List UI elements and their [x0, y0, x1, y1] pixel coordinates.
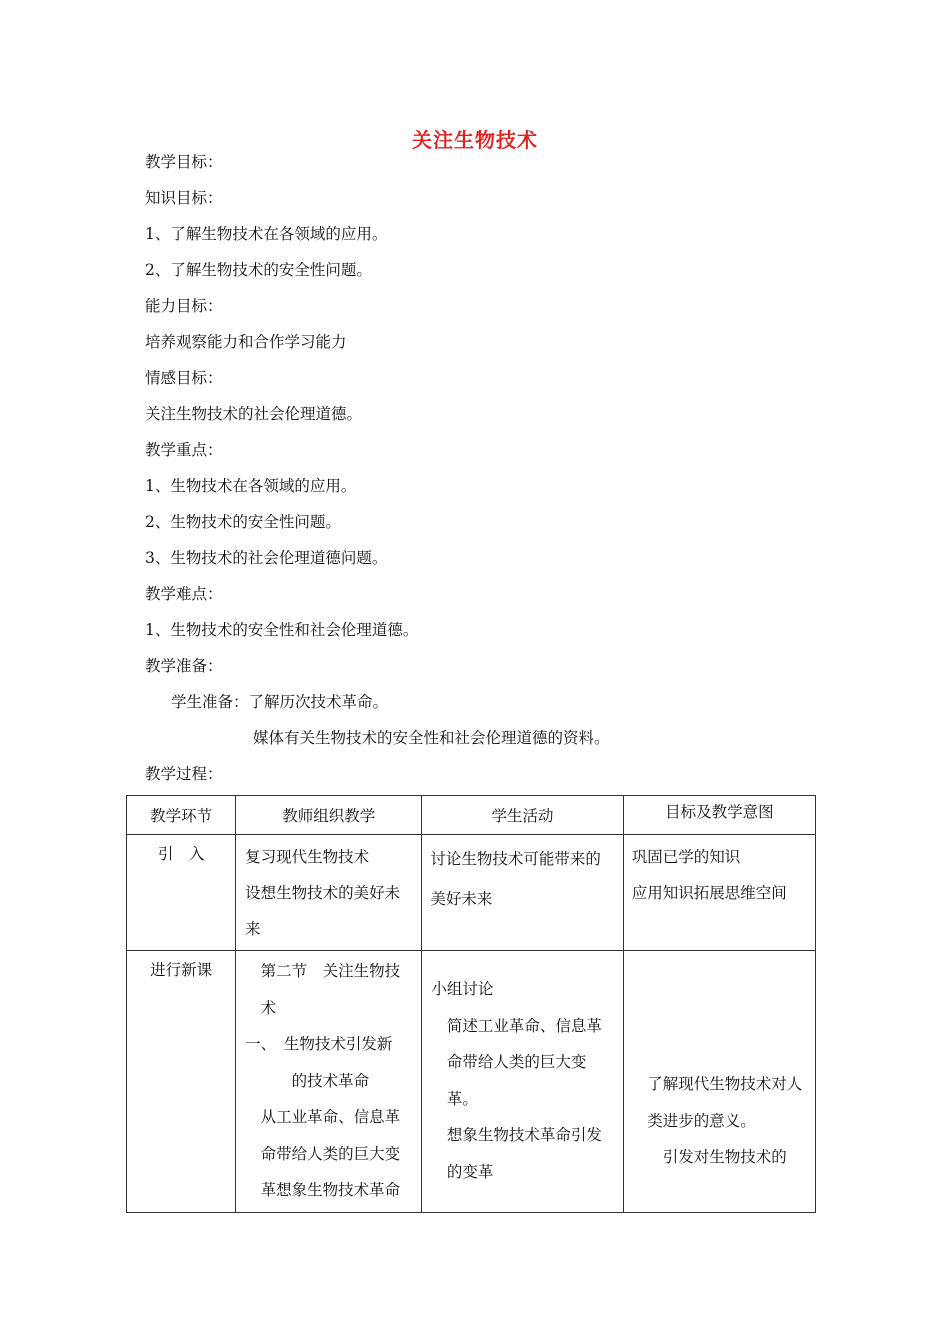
row2-teacher: 第二节 关注生物技术 一、 生物技术引发新 的技术革命 从工业革命、信息革命带给人类的巨大变革想象生物技术革命 — [236, 951, 422, 1213]
table-row — [127, 835, 816, 951]
knowledge-goals-heading: 知识目标： — [145, 189, 223, 207]
row2-student: 小组讨论 简述工业革命、信息革命带给人类的巨大变革。 想象生物技术革命引发的变革 — [422, 951, 623, 1213]
header-stage: 教学环节 — [127, 796, 236, 835]
emotion-goal: 关注生物技术的社会伦理道德。 — [145, 405, 363, 423]
row1-teacher: 复习现代生物技术 设想生物技术的美好未来 — [236, 835, 422, 951]
teaching-process-heading: 教学过程： — [145, 765, 223, 783]
table-header-row — [127, 796, 816, 835]
media-preparation: 媒体有关生物技术的安全性和社会伦理道德的资料。 — [253, 729, 610, 747]
header-student: 学生活动 — [422, 796, 623, 835]
knowledge-goal-2: 2、了解生物技术的安全性问题。 — [145, 261, 372, 279]
key-points-heading: 教学重点： — [145, 441, 223, 459]
preparation-heading: 教学准备： — [145, 657, 223, 675]
document-title: 关注生物技术 — [412, 128, 538, 152]
row1-student: 讨论生物技术可能带来的美好未来 — [422, 835, 623, 951]
lesson-plan-table — [126, 795, 816, 1213]
student-preparation: 学生准备：了解历次技术革命。 — [171, 693, 389, 711]
teaching-goals-heading: 教学目标： — [145, 153, 223, 171]
row1-stage: 引 入 — [127, 835, 236, 951]
key-point-1: 1、生物技术在各领域的应用。 — [145, 477, 357, 495]
table-row — [127, 951, 816, 1213]
row2-goal: 了解现代生物技术对人类进步的意义。 引发对生物技术的 — [623, 951, 815, 1213]
ability-goal: 培养观察能力和合作学习能力 — [145, 333, 347, 351]
emotion-goals-heading: 情感目标： — [145, 369, 223, 387]
row2-stage: 进行新课 — [127, 951, 236, 1213]
difficulty-1: 1、生物技术的安全性和社会伦理道德。 — [145, 621, 419, 639]
header-teacher: 教师组织教学 — [236, 796, 422, 835]
ability-goals-heading: 能力目标： — [145, 297, 223, 315]
knowledge-goal-1: 1、了解生物技术在各领域的应用。 — [145, 225, 388, 243]
key-point-3: 3、生物技术的社会伦理道德问题。 — [145, 549, 388, 567]
difficulties-heading: 教学难点： — [145, 585, 223, 603]
key-point-2: 2、生物技术的安全性问题。 — [145, 513, 341, 531]
row1-goal: 巩固已学的知识 应用知识拓展思维空间 — [623, 835, 815, 951]
header-goal: 目标及教学意图 — [623, 796, 815, 835]
